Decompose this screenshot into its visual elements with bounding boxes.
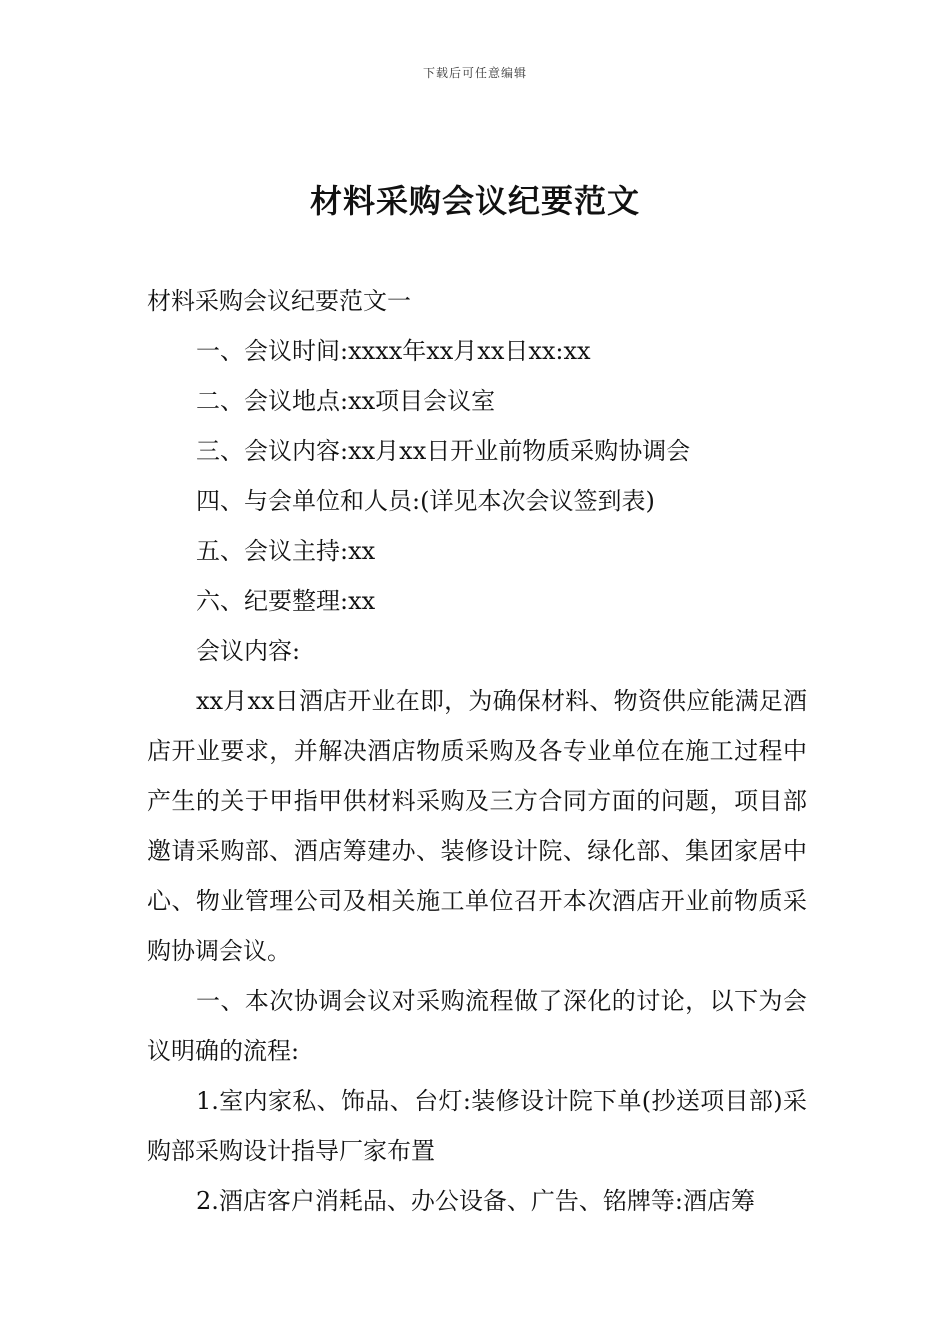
intro-paragraph: xx月xx日酒店开业在即，为确保材料、物资供应能满足酒店开业要求，并解决酒店物质采购及各专业单位在施工过程中产生的关于甲指甲供材料采购及三方合同方面的问题，项目部邀请采购部、酒店筹建办、装修设计院、绿化部、集团家居中心、物业管理公司及相关施工单位召开本次酒店开业前物质采购协调会议。 (147, 687, 807, 965)
meeting-content-line: 三、会议内容:xx月xx日开业前物质采购协调会 (196, 437, 691, 465)
meeting-host-line: 五、会议主持:xx (196, 537, 376, 565)
process-item-1: 1.室内家私、饰品、台灯:装修设计院下单(抄送项目部)采购部采购设计指导厂家布置 (147, 1087, 807, 1165)
minutes-recorder-line: 六、纪要整理:xx (196, 587, 376, 615)
process-item-2: 2.酒店客户消耗品、办公设备、广告、铭牌等:酒店筹 (196, 1187, 755, 1215)
meeting-time-line: 一、会议时间:xxxx年xx月xx日xx:xx (196, 337, 591, 365)
document-title: 材料采购会议纪要范文 (309, 182, 640, 220)
section-title: 材料采购会议纪要范文一 (147, 287, 411, 315)
meeting-location-line: 二、会议地点:xx项目会议室 (196, 387, 496, 415)
attendees-line: 四、与会单位和人员:(详见本次会议签到表) (196, 487, 655, 515)
document-body (147, 276, 807, 1226)
header-note: 下载后可任意编辑 (422, 66, 527, 80)
process-intro-paragraph: 一、本次协调会议对采购流程做了深化的讨论，以下为会议明确的流程: (147, 987, 807, 1065)
meeting-content-heading: 会议内容: (196, 637, 301, 665)
